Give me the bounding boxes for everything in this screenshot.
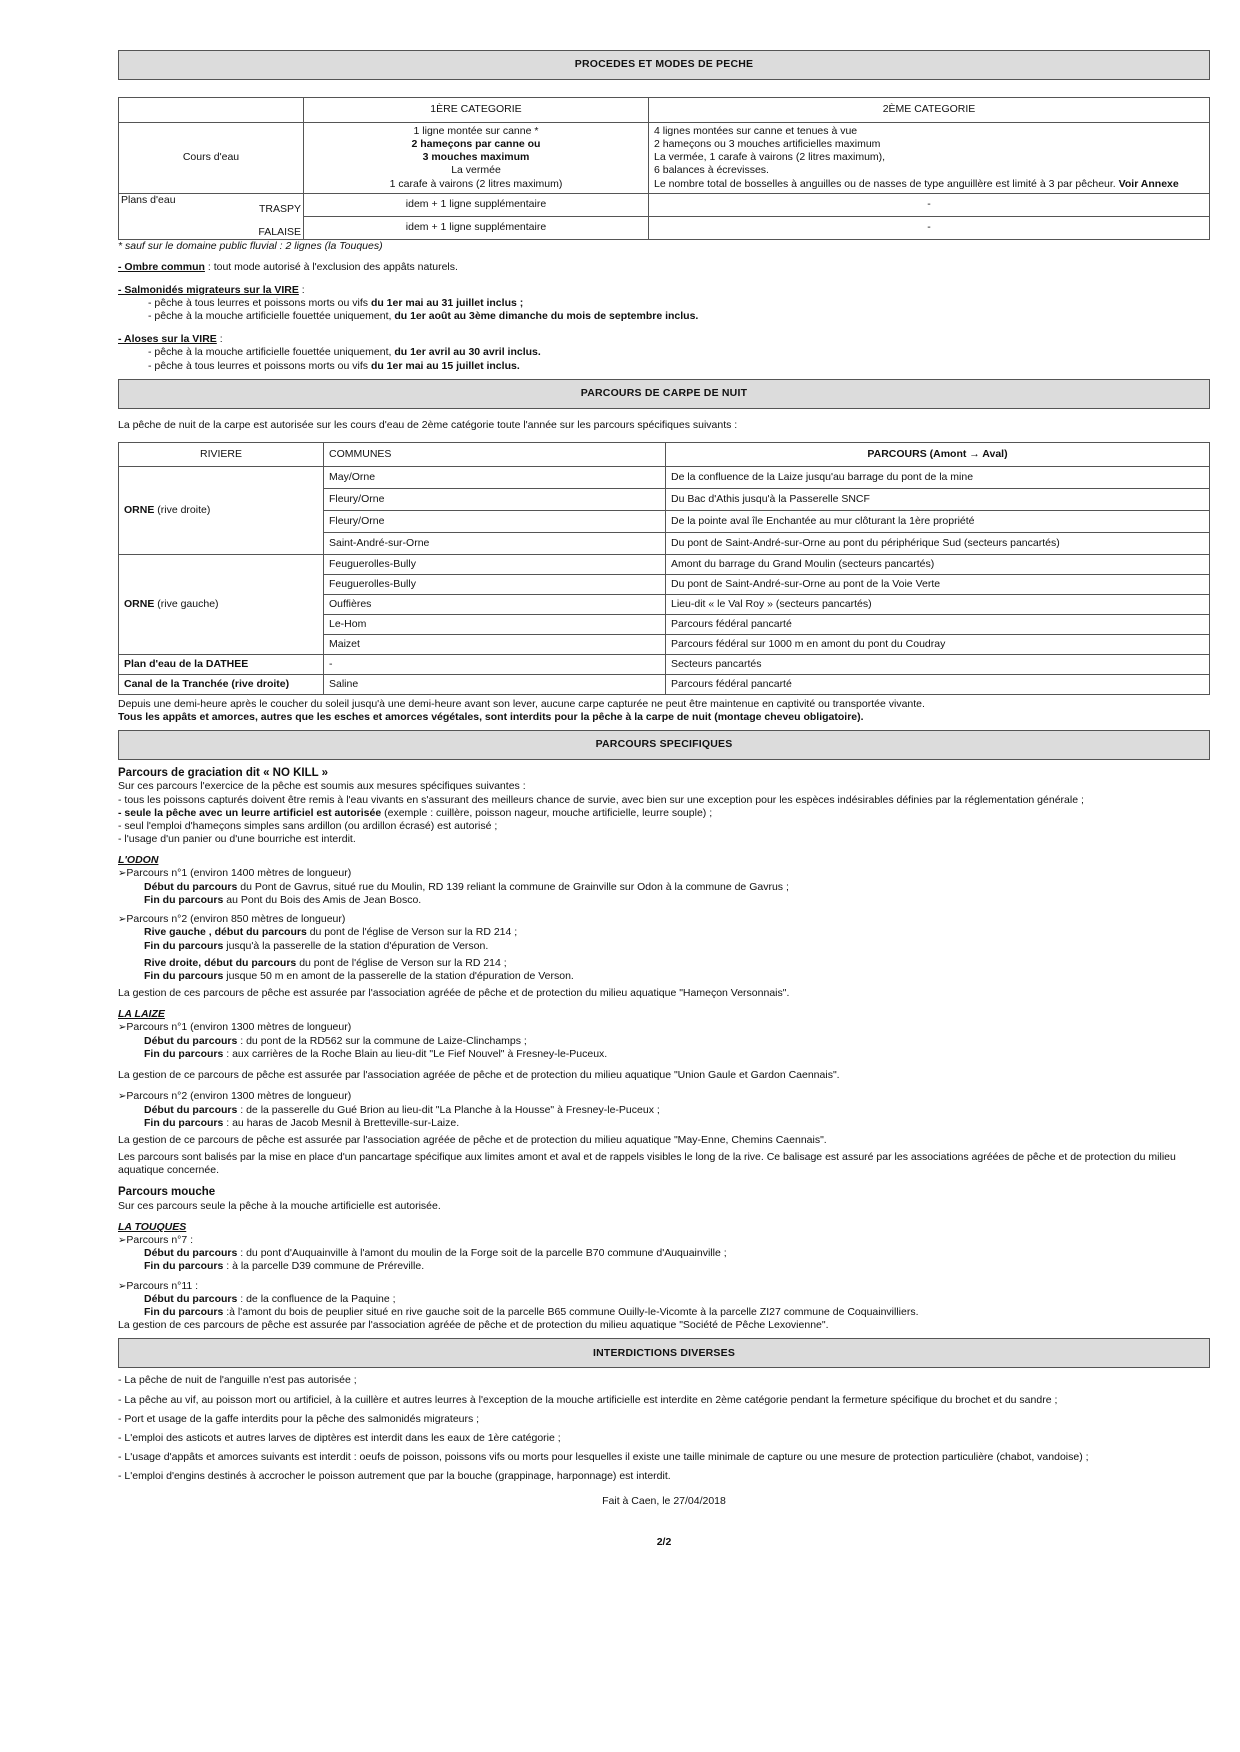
rive-droite-debut-label: Rive droite, début du parcours <box>144 956 297 969</box>
falaise-label: FALAISE <box>258 225 301 238</box>
dathee-parcours: Secteurs pancartés <box>666 654 1210 674</box>
aloses-label: - Aloses sur la VIRE <box>118 333 217 346</box>
carpe-head-riviere: RIVIERE <box>119 442 324 466</box>
cat2-line: 6 balances à écrevisses. <box>654 164 769 177</box>
interdiction-item: - L'emploi d'engins destinés à accrocher le poisson autrement que par la bouche (grappinage, harponnage) est interdit. <box>118 1470 671 1482</box>
aloses-title <box>118 333 1210 346</box>
carpe-intro: La pêche de nuit de la carpe est autorisée sur les cours d'eau de 2ème catégorie toute l'année sur les parcours spécifiques suivants : <box>118 418 738 431</box>
laize-p2-fin <box>118 1117 1210 1130</box>
debut-label: Début du parcours <box>144 1103 238 1116</box>
laize-parcours-2 <box>118 1090 1210 1104</box>
debut-label: Début du parcours <box>144 1247 238 1260</box>
nokill-rule-2-bold: - seule la pêche avec un leurre artificiel est autorisée <box>118 806 382 819</box>
interdiction-item: - La pêche de nuit de l'anguille n'est pas autorisée ; <box>118 1374 357 1387</box>
carpe-note-1: Depuis une demi-heure après le coucher du soleil jusqu'à une demi-heure avant son lever, aucune carpe capturée ne peut être maintenue en captivité ou transportée vivante. <box>118 697 925 710</box>
nokill-rule-2 <box>118 807 1210 820</box>
salmo-line-2 <box>118 310 1210 323</box>
odon-gestion: La gestion de ces parcours de pêche est assurée par l'association agréée de pêche et de protection du milieu aquatique "Hameçon Versonnais". <box>118 986 790 999</box>
orne-rive-droite <box>119 466 324 554</box>
ombre-line <box>118 261 1210 274</box>
laize-parcours-1 <box>118 1021 1210 1035</box>
carpe-head-communes: COMMUNES <box>324 442 666 466</box>
aloses-l1a: - pêche à la mouche artificielle fouettée uniquement, <box>148 346 395 359</box>
cat1-line: La vermée <box>451 164 501 177</box>
cat2-line: 4 lignes montées sur canne et tenues à vue <box>654 125 858 137</box>
touques-p11-fin <box>118 1306 1210 1319</box>
laize-p1-debut <box>118 1035 1210 1048</box>
page-number: 2/2 <box>656 1536 672 1549</box>
fin-text: jusque 50 m en amont de la passerelle de la station d'épuration de Verson. <box>223 969 574 982</box>
cat2-line: 2 hameçons ou 3 mouches artificielles maximum <box>654 138 881 151</box>
debut-text: du Pont de Gavrus, situé rue du Moulin, RD 139 reliant la commune de Grainville sur Odon à la commune de Gavrus ; <box>237 880 789 893</box>
interdiction-item: - Port et usage de la gaffe interdits pour la pêche des salmonidés migrateurs ; <box>118 1412 480 1425</box>
arrow-bullet-icon: ➢ <box>118 913 127 925</box>
fin-label: Fin du parcours <box>144 1116 224 1129</box>
touques-parcours-11 <box>118 1280 1210 1294</box>
dathee-commune: - <box>324 654 666 674</box>
procedes-head-cat1: 1ÈRE CATEGORIE <box>304 98 649 123</box>
fin-text: : à la parcelle D39 commune de Préreville. <box>223 1260 425 1273</box>
salmo-l1a: - pêche à tous leurres et poissons morts ou vifs <box>148 297 371 309</box>
cat1-line: 2 hameçons par canne ou <box>411 138 541 151</box>
tranchee-parcours: Parcours fédéral pancarté <box>666 674 1210 694</box>
cat1-line: 1 ligne montée sur canne * <box>413 125 539 137</box>
ombre-text: : tout mode autorisé à l'exclusion des appâts naturels. <box>204 260 458 273</box>
laize-gestion-1: La gestion de ce parcours de pêche est assurée par l'association agréée de pêche et de protection du milieu aquatique "Union Gaule et Gardon Caennais". <box>118 1068 840 1081</box>
rive-gauche-debut-text: du pont de l'église de Verson sur la RD 214 ; <box>306 926 518 939</box>
rive-droite-label: (rive droite) <box>154 503 211 516</box>
touques-p7-fin <box>118 1260 1210 1273</box>
touques-parcours-7 <box>118 1234 1210 1248</box>
arrow-bullet-icon: ➢ <box>118 868 127 880</box>
salmo-label: - Salmonidés migrateurs sur la VIRE <box>118 283 299 296</box>
aloses-line-1 <box>118 346 1210 359</box>
debut-label: Début du parcours <box>144 1293 238 1305</box>
odon-title: L'ODON <box>118 854 159 866</box>
rive-gauche-debut-label: Rive gauche , début du parcours <box>144 926 307 939</box>
parcours-cell: Lieu-dit « le Val Roy » (secteurs pancartés) <box>666 594 1210 614</box>
interdiction-item: - L'emploi des asticots et autres larves de diptères est interdit dans les eaux de 1ère catégorie ; <box>118 1431 561 1444</box>
section-banner-procedes: PROCEDES ET MODES DE PECHE <box>118 50 1210 80</box>
touques-p7-debut <box>118 1247 1210 1260</box>
rive-gauche-label: (rive gauche) <box>154 597 219 610</box>
fin-label: Fin du parcours <box>144 969 224 982</box>
plans-deau-label: Plans d'eau <box>121 193 176 206</box>
cours-deau-cat1 <box>304 123 649 194</box>
traspy-cat2: - <box>649 193 1210 216</box>
interdiction-item: - La pêche au vif, au poisson mort ou artificiel, à la cuillère et autres leurres à l'exception de la mouche artificielle est interdite en 2ème catégorie pendant la fermeture spécifique du brochet et du sandre ; <box>118 1393 1058 1406</box>
laize-p1-label: Parcours n°1 (environ 1300 mètres de longueur) <box>126 1021 352 1034</box>
nokill-rule-2-text: (exemple : cuillère, poisson nageur, mouche artificielle, leurre souple) ; <box>381 806 713 819</box>
arrow-bullet-icon: ➢ <box>118 1234 127 1246</box>
odon-p1-label: Parcours n°1 (environ 1400 mètres de longueur) <box>126 867 352 880</box>
interdictions-list <box>118 1374 1210 1483</box>
debut-label: Début du parcours <box>144 880 238 893</box>
nokill-title: Parcours de graciation dit « NO KILL » <box>118 767 329 779</box>
odon-parcours-2 <box>118 913 1210 927</box>
fin-text: jusqu'à la passerelle de la station d'épuration de Verson. <box>223 939 489 952</box>
nokill-rule-1: - tous les poissons capturés doivent être remis à l'eau vivants en s'assurant des meilleurs chance de survie, avec bien sur une exception pour les espèces indésirables définies par la réglementation générale ; <box>118 793 1084 806</box>
parcours-cell: Amont du barrage du Grand Moulin (secteurs pancartés) <box>666 554 1210 574</box>
mouche-title: Parcours mouche <box>118 1186 216 1199</box>
falaise-cell <box>119 216 304 239</box>
laize-gestion-2: La gestion de ce parcours de pêche est assurée par l'association agréée de pêche et de protection du milieu aquatique "May-Enne, Chemins Caennais". <box>118 1133 827 1146</box>
commune-cell: Feuguerolles-Bully <box>324 574 666 594</box>
carpe-head-parcours: PARCOURS (Amont → Aval) <box>666 442 1210 466</box>
plans-deau-traspy-cell <box>119 193 304 216</box>
section-banner-specifiques: PARCOURS SPECIFIQUES <box>118 730 1210 760</box>
signature-line: Fait à Caen, le 27/04/2018 <box>602 1495 726 1508</box>
salmo-line-1 <box>118 297 1210 310</box>
fin-label: Fin du parcours <box>144 1306 224 1319</box>
commune-cell: Feuguerolles-Bully <box>324 554 666 574</box>
odon-p2-label: Parcours n°2 (environ 850 mètres de longueur) <box>126 912 346 925</box>
touques-p7-label: Parcours n°7 : <box>126 1233 194 1246</box>
fin-label: Fin du parcours <box>144 893 224 906</box>
salmo-l2a: - pêche à la mouche artificielle fouettée uniquement, <box>148 310 395 323</box>
cat1-line: 3 mouches maximum <box>422 151 530 164</box>
aloses-l2b: du 1er mai au 15 juillet inclus. <box>370 359 520 372</box>
odon-p2-rive-droite <box>118 957 1210 970</box>
procedes-head-blank <box>119 98 304 123</box>
procedes-head-cat2: 2ÈME CATEGORIE <box>649 98 1210 123</box>
commune-cell: Ouffières <box>324 594 666 614</box>
fin-text: au Pont du Bois des Amis de Jean Bosco. <box>223 893 422 906</box>
falaise-cat2: - <box>649 216 1210 239</box>
laize-p2-debut <box>118 1104 1210 1117</box>
odon-p2-fin-2 <box>118 970 1210 983</box>
document-page <box>118 50 1210 1549</box>
debut-label: Début du parcours <box>144 1034 238 1047</box>
carpe-table <box>118 442 1210 695</box>
odon-p2-fin-1 <box>118 940 1210 953</box>
commune-cell: Fleury/Orne <box>324 510 666 532</box>
falaise-cat1: idem + 1 ligne supplémentaire <box>304 216 649 239</box>
odon-p1-debut <box>118 881 1210 894</box>
voir-annexe: Voir Annexe <box>1118 177 1179 190</box>
debut-text: : du pont de la RD562 sur la commune de Laize-Clinchamps ; <box>237 1034 527 1047</box>
parcours-cell: Du pont de Saint-André-sur-Orne au pont de la Voie Verte <box>666 574 1210 594</box>
traspy-cat1: idem + 1 ligne supplémentaire <box>304 193 649 216</box>
cat1-line: 1 carafe à vairons (2 litres maximum) <box>389 177 563 190</box>
fin-text: : aux carrières de la Roche Blain au lieu-dit "Le Fief Nouvel" à Fresney-le-Puceux. <box>223 1047 608 1060</box>
nokill-rule-3: - seul l'emploi d'hameçons simples sans ardillon (ou ardillon écrasé) est autorisé ; <box>118 819 498 832</box>
aloses-l2a: - pêche à tous leurres et poissons morts ou vifs <box>148 359 371 372</box>
laize-p2-label: Parcours n°2 (environ 1300 mètres de longueur) <box>126 1090 352 1102</box>
balisage-note: Les parcours sont balisés par la mise en place d'un pancartage spécifique aux limites amont et aval et de rappels visibles le long de la rive. Ce balisage est assuré par les associations agréées de pêche et de protection du milieu aquatique concernée. <box>118 1150 1176 1176</box>
laize-p1-fin <box>118 1048 1210 1061</box>
parcours-cell: Du Bac d'Athis jusqu'à la Passerelle SNCF <box>666 488 1210 510</box>
salmo-title <box>118 284 1210 297</box>
parcours-cell: De la pointe aval île Enchantée au mur clôturant la 1ère propriété <box>666 510 1210 532</box>
touques-p11-debut <box>118 1293 1210 1306</box>
fin-text: :à l'amont du bois de peuplier situé en rive gauche soit de la parcelle B65 commune Ouilly-le-Vicomte à la parcelle ZI27 commune de Coquainvilliers. <box>223 1306 919 1319</box>
mouche-intro: Sur ces parcours seule la pêche à la mouche artificielle est autorisée. <box>118 1199 441 1212</box>
odon-p2-rive-gauche <box>118 926 1210 939</box>
procedes-table <box>118 97 1210 240</box>
cat2-line: La vermée, 1 carafe à vairons (2 litres maximum), <box>654 151 886 164</box>
aloses-line-2 <box>118 360 1210 373</box>
commune-cell: Saint-André-sur-Orne <box>324 532 666 554</box>
fin-label: Fin du parcours <box>144 1047 224 1060</box>
fin-label: Fin du parcours <box>144 1260 224 1273</box>
rive-droite-debut-text: du pont de l'église de Verson sur la RD 214 ; <box>296 956 507 969</box>
debut-text: : du pont d'Auquainville à l'amont du moulin de la Forge soit de la parcelle B70 commune d'Auquainville ; <box>237 1247 727 1260</box>
touques-gestion: La gestion de ces parcours de pêche est assurée par l'association agréée de pêche et de protection du milieu aquatique "Société de Pêche Lexovienne". <box>118 1319 829 1332</box>
ombre-label: - Ombre commun <box>118 260 205 273</box>
commune-cell: May/Orne <box>324 466 666 488</box>
cat2-line <box>654 178 1204 191</box>
aloses-l1b: du 1er avril au 30 avril inclus. <box>394 346 541 359</box>
fin-text: : au haras de Jacob Mesnil à Bretteville-sur-Laize. <box>223 1116 460 1129</box>
orne-label: ORNE <box>124 597 155 610</box>
traspy-label: TRASPY <box>258 203 301 215</box>
commune-cell: Fleury/Orne <box>324 488 666 510</box>
parcours-cell: Parcours fédéral sur 1000 m en amont du pont du Coudray <box>666 634 1210 654</box>
arrow-bullet-icon: ➢ <box>118 1091 127 1102</box>
parcours-cell: De la confluence de la Laize jusqu'au barrage du pont de la mine <box>666 466 1210 488</box>
laize-title: LA LAIZE <box>118 1008 165 1020</box>
dathee-riviere: Plan d'eau de la DATHEE <box>119 654 324 674</box>
commune-cell: Le-Hom <box>324 614 666 634</box>
arrow-bullet-icon: ➢ <box>118 1280 127 1292</box>
salmo-colon: : <box>298 283 305 296</box>
aloses-colon: : <box>216 333 223 346</box>
touques-title: LA TOUQUES <box>118 1220 187 1233</box>
tranchee-riviere: Canal de la Tranchée (rive droite) <box>119 674 324 694</box>
fin-label: Fin du parcours <box>144 939 224 952</box>
orne-rive-gauche <box>119 554 324 654</box>
debut-text: : de la passerelle du Gué Brion au lieu-dit "La Planche à la Housse" à Fresney-le-Puceux ; <box>237 1103 660 1116</box>
odon-p1-fin <box>118 894 1210 907</box>
arrow-bullet-icon: ➢ <box>118 1022 127 1034</box>
cours-deau-cat2 <box>649 123 1210 194</box>
nokill-intro: Sur ces parcours l'exercice de la pêche est soumis aux mesures spécifiques suivantes : <box>118 780 526 793</box>
carpe-note-2: Tous les appâts et amorces, autres que les esches et amorces végétales, sont interdits pour la pêche à la carpe de nuit (montage cheveu obligatoire). <box>118 710 864 723</box>
section-banner-interdictions: INTERDICTIONS DIVERSES <box>118 1338 1210 1368</box>
commune-cell: Maizet <box>324 634 666 654</box>
procedes-footnote: * sauf sur le domaine public fluvial : 2 lignes (la Touques) <box>118 239 383 252</box>
nokill-rule-4: - l'usage d'un panier ou d'une bourriche est interdit. <box>118 832 356 845</box>
interdiction-item: - L'usage d'appâts et amorces suivants est interdit : oeufs de poisson, poissons vifs ou morts pour lesquelles il existe une taille minimale de capture ou une mesure de protection particulière (chabot, vandoise) ; <box>118 1450 1089 1463</box>
cat2-bosselles: Le nombre total de bosselles à anguilles ou de nasses de type anguillère est limité à 3 par pêcheur. <box>654 177 1116 190</box>
salmo-l2b: du 1er août au 3ème dimanche du mois de septembre inclus. <box>394 310 699 323</box>
touques-p11-label: Parcours n°11 : <box>126 1279 199 1292</box>
odon-parcours-1 <box>118 867 1210 881</box>
parcours-cell: Parcours fédéral pancarté <box>666 614 1210 634</box>
row-cours-deau-label: Cours d'eau <box>119 123 304 194</box>
section-banner-carpe: PARCOURS DE CARPE DE NUIT <box>118 379 1210 409</box>
tranchee-commune: Saline <box>324 674 666 694</box>
debut-text: : de la confluence de la Paquine ; <box>237 1293 396 1305</box>
parcours-cell: Du pont de Saint-André-sur-Orne au pont du périphérique Sud (secteurs pancartés) <box>666 532 1210 554</box>
orne-label: ORNE <box>124 503 155 516</box>
salmo-l1b: du 1er mai au 31 juillet inclus ; <box>370 297 524 309</box>
